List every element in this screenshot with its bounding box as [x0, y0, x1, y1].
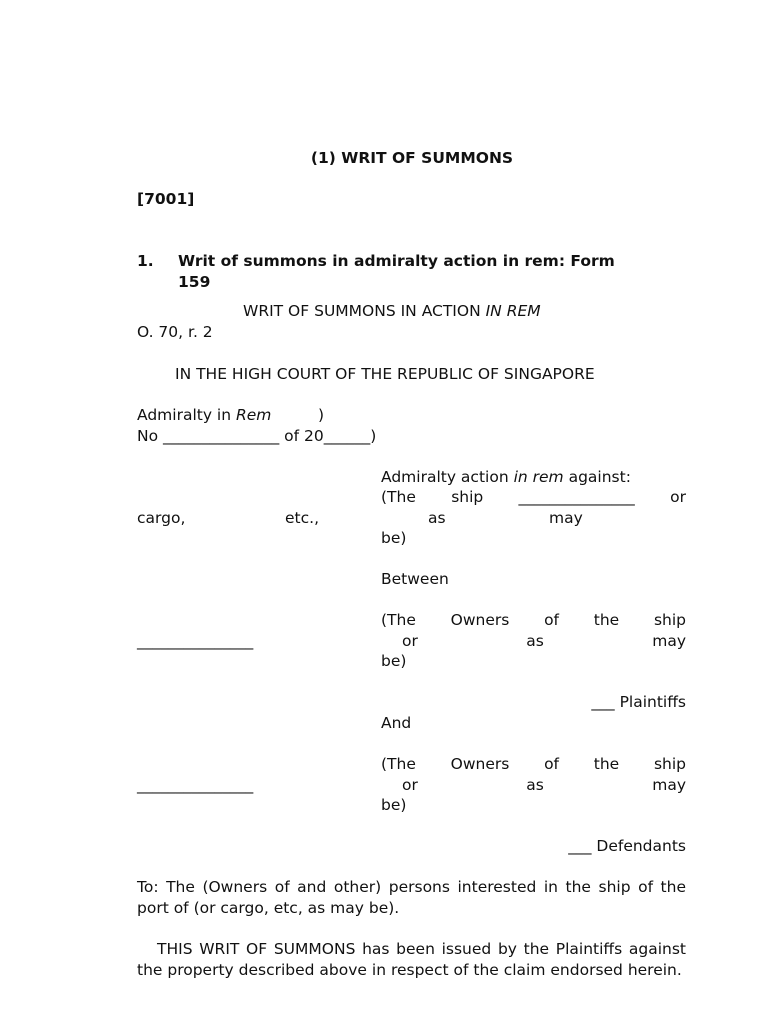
case-number-line: No _______________ of 20______): [137, 427, 377, 445]
action-may-word: may: [549, 509, 583, 527]
defendant-word: as: [526, 776, 544, 794]
defendants-label: ___ Defendants: [568, 837, 686, 855]
defendant-word: Owners: [450, 755, 510, 773]
order-reference: O. 70, r. 2: [137, 323, 213, 341]
plaintiff-word: the: [593, 611, 620, 629]
plaintiff-word: as: [526, 632, 544, 650]
defendant-word: (The: [381, 755, 416, 773]
action-word: ship: [451, 488, 484, 506]
defendant-owners-line: [381, 754, 686, 775]
action-blank: _______________: [518, 488, 635, 506]
action-etc-word: etc.,: [285, 509, 319, 527]
action-as-word: as: [428, 509, 446, 527]
action-against-line: [381, 467, 631, 488]
plaintiff-be-line: be): [381, 652, 407, 670]
plaintiff-name-blank: _______________: [137, 632, 254, 650]
action-cargo-word: cargo,: [137, 509, 186, 527]
and-label: And: [381, 714, 412, 732]
plaintiff-or-line: [402, 631, 686, 652]
form-title-main: WRIT OF SUMMONS IN ACTION: [243, 302, 486, 320]
action-text-b: against:: [563, 468, 631, 486]
section-title-line-2: 159: [178, 272, 211, 291]
plaintiff-word: Owners: [450, 611, 510, 629]
plaintiff-owners-line: [381, 610, 686, 631]
defendant-word: the: [593, 755, 620, 773]
action-in-rem: in rem: [513, 468, 564, 486]
action-word: or: [670, 488, 686, 506]
section-number: 1.: [137, 252, 154, 270]
defendant-word: ship: [653, 755, 686, 773]
form-title: [243, 301, 541, 322]
defendant-word: or: [402, 776, 418, 794]
defendant-be-line: be): [381, 796, 407, 814]
admiralty-rem: Rem: [236, 406, 272, 424]
defendant-or-line: [402, 775, 686, 796]
section-title-line-1: Writ of summons in admiralty action in rem: Form: [178, 252, 615, 270]
plaintiff-word: of: [544, 611, 560, 629]
defendant-word: of: [544, 755, 560, 773]
defendant-name-blank: _______________: [137, 776, 254, 794]
court-name: IN THE HIGH COURT OF THE REPUBLIC OF SINGAPORE: [175, 365, 595, 383]
defendant-word: may: [652, 776, 686, 794]
section-title: [178, 251, 615, 292]
writ-paragraph: THIS WRIT OF SUMMONS has been issued by the Plaintiffs against the property described above in respect of the claim endorsed herein.: [137, 940, 686, 979]
action-word: (The: [381, 488, 416, 506]
admiralty-label: [137, 405, 271, 426]
action-ship-line: [381, 487, 686, 508]
plaintiffs-label: ___ Plaintiffs: [591, 693, 686, 711]
reference-number: [7001]: [137, 190, 195, 208]
admiralty-text: Admiralty in: [137, 406, 236, 424]
between-label: Between: [381, 570, 449, 588]
admiralty-paren: ): [318, 406, 325, 424]
plaintiff-word: (The: [381, 611, 416, 629]
plaintiff-word: may: [652, 632, 686, 650]
action-be-line: be): [381, 529, 407, 547]
action-text-a: Admiralty action: [381, 468, 514, 486]
plaintiff-word: or: [402, 632, 418, 650]
to-paragraph: To: The (Owners of and other) persons interested in the ship of the port of (or cargo, etc, as may be).: [137, 878, 686, 917]
form-title-italic: IN REM: [485, 302, 541, 320]
page-heading: (1) WRIT OF SUMMONS: [310, 149, 514, 167]
plaintiff-word: ship: [653, 611, 686, 629]
